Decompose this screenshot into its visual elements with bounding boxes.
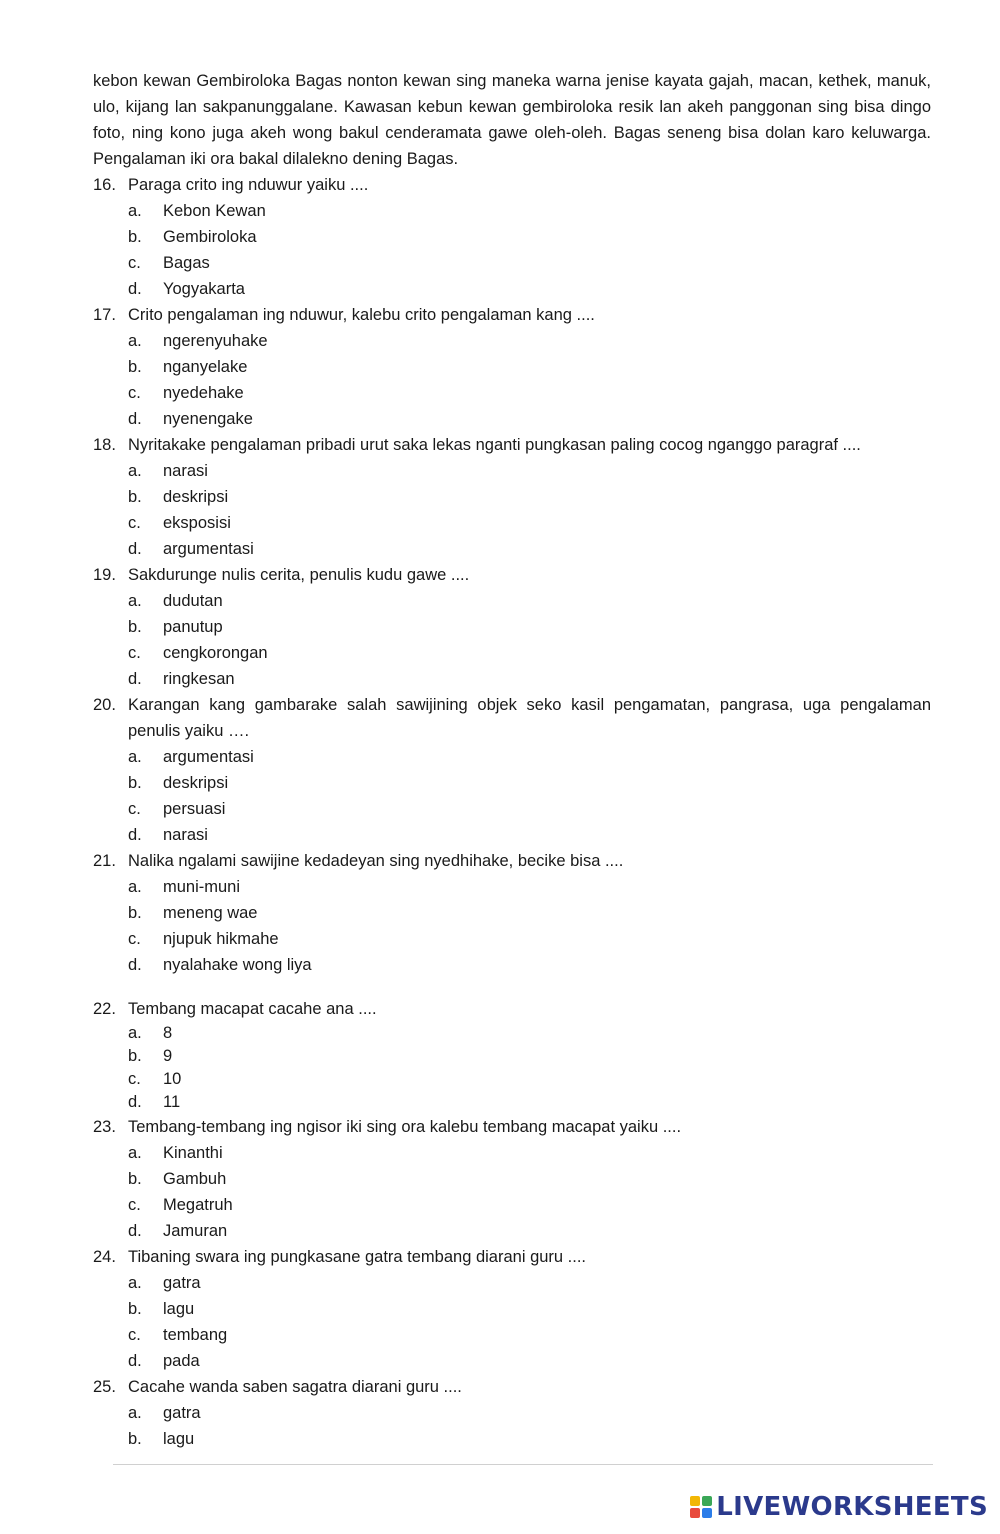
question-number: 21. [93,852,116,870]
question-number: 24. [93,1248,116,1266]
answer-option[interactable] [128,1166,931,1192]
answer-option[interactable] [128,1091,931,1114]
answer-option[interactable] [128,224,931,250]
option-text: lagu [163,1430,195,1448]
option-letter: a. [128,462,142,480]
question-text: Tembang macapat cacahe ana .... [128,1000,377,1018]
option-letter: c. [128,1326,141,1344]
option-text: njupuk hikmahe [163,930,279,948]
option-text: pada [163,1352,200,1370]
answer-options [128,328,931,432]
answer-options [128,198,931,302]
answer-option[interactable] [128,1218,931,1244]
option-letter: c. [128,254,141,272]
option-text: Kebon Kewan [163,202,266,220]
answer-option[interactable] [128,1296,931,1322]
option-letter: b. [128,1430,142,1448]
answer-option[interactable] [128,874,931,900]
question-number: 25. [93,1378,116,1396]
answer-option[interactable] [128,1022,931,1045]
option-text: narasi [163,462,208,480]
answer-option[interactable] [128,276,931,302]
option-letter: c. [128,800,141,818]
question-spacer [93,978,931,996]
intro-paragraph: kebon kewan Gembiroloka Bagas nonton kewan sing maneka warna jenise kayata gajah, macan, kethek, manuk, ulo, kijang lan sakpanunggalane. Kawasan kebun kewan gembiroloka resik lan akeh panggonan sing bisa dingo foto, ning kono juga akeh wong bakul cenderamata gawe oleh-oleh. Bagas seneng bisa dolan karo keluwarga. Pengalaman iki ora bakal dilalekno dening Bagas. [93,72,931,168]
option-text: cengkorongan [163,644,268,662]
option-letter: a. [128,748,142,766]
option-letter: a. [128,1024,142,1042]
question-text: Tibaning swara ing pungkasane gatra tembang diarani guru .... [128,1248,587,1266]
option-letter: d. [128,956,142,974]
answer-options [128,744,931,848]
option-text: Bagas [163,254,210,272]
answer-option[interactable] [128,1192,931,1218]
option-letter: d. [128,826,142,844]
answer-option[interactable] [128,640,931,666]
question-item [93,562,931,692]
option-text: Gembiroloka [163,228,257,246]
option-text: nganyelake [163,358,248,376]
answer-option[interactable] [128,198,931,224]
answer-options [128,1022,931,1114]
option-letter: d. [128,1352,142,1370]
option-text: dudutan [163,592,223,610]
option-text: Gambuh [163,1170,227,1188]
answer-option[interactable] [128,900,931,926]
option-letter: b. [128,618,142,636]
logo-tile-icon [702,1496,712,1506]
option-letter: c. [128,1196,141,1214]
option-letter: d. [128,280,142,298]
answer-option[interactable] [128,380,931,406]
option-text: nyalahake wong liya [163,956,312,974]
question-number: 18. [93,436,116,454]
option-text: nyenengake [163,410,253,428]
option-letter: c. [128,644,141,662]
option-letter: b. [128,904,142,922]
question-text: Crito pengalaman ing nduwur, kalebu crito pengalaman kang .... [128,306,595,324]
answer-option[interactable] [128,1045,931,1068]
option-letter: a. [128,1144,142,1162]
answer-option[interactable] [128,484,931,510]
liveworksheets-logo[interactable] [690,1492,988,1522]
option-letter: d. [128,1222,142,1240]
option-letter: b. [128,774,142,792]
question-text: Cacahe wanda saben sagatra diarani guru .... [128,1378,462,1396]
option-letter: a. [128,332,142,350]
question-text: Sakdurunge nulis cerita, penulis kudu gawe .... [128,566,470,584]
option-text: gatra [163,1274,201,1292]
answer-option[interactable] [128,1348,931,1374]
answer-option[interactable] [128,1400,931,1426]
liveworksheets-logo-text: LIVEWORKSHEETS [716,1492,988,1522]
option-letter: b. [128,358,142,376]
answer-options [128,874,931,978]
option-letter: b. [128,1300,142,1318]
option-text: gatra [163,1404,201,1422]
answer-option[interactable] [128,250,931,276]
option-text: Yogyakarta [163,280,245,298]
option-letter: b. [128,1170,142,1188]
option-text: ngerenyuhake [163,332,268,350]
answer-option[interactable] [128,770,931,796]
option-text: 8 [163,1024,173,1042]
option-text: muni-muni [163,878,241,896]
question-item [93,432,931,562]
option-letter: b. [128,228,142,246]
option-letter: c. [128,930,141,948]
option-letter: c. [128,514,141,532]
question-text: Nyritakake pengalaman pribadi urut saka lekas nganti pungkasan paling cocog nganggo paragraf .... [128,436,861,454]
option-text: Kinanthi [163,1144,223,1162]
option-text: eksposisi [163,514,231,532]
option-letter: d. [128,410,142,428]
question-item [93,692,931,848]
answer-option[interactable] [128,614,931,640]
option-text: 11 [163,1093,181,1111]
question-item [93,996,931,1114]
question-item [93,848,931,978]
answer-option[interactable] [128,666,931,692]
option-text: tembang [163,1326,228,1344]
option-letter: a. [128,1274,142,1292]
answer-options [128,1270,931,1374]
option-letter: a. [128,592,142,610]
answer-options [128,588,931,692]
option-text: deskripsi [163,488,229,506]
question-item [93,1374,931,1452]
answer-option[interactable] [128,822,931,848]
question-item [93,1114,931,1244]
option-text: 9 [163,1047,173,1065]
answer-option[interactable] [128,1426,931,1452]
option-text: narasi [163,826,208,844]
option-letter: a. [128,1404,142,1422]
answer-options [128,1400,931,1452]
option-text: ringkesan [163,670,235,688]
worksheet-page [93,68,931,1452]
option-text: meneng wae [163,904,258,922]
answer-option[interactable] [128,588,931,614]
footer-divider [113,1464,933,1465]
answer-option[interactable] [128,1068,931,1091]
answer-option[interactable] [128,406,931,432]
option-text: argumentasi [163,540,254,558]
option-text: lagu [163,1300,195,1318]
answer-option[interactable] [128,1322,931,1348]
option-letter: d. [128,540,142,558]
question-number: 22. [93,1000,116,1018]
answer-options [128,1140,931,1244]
question-number: 19. [93,566,116,584]
answer-option[interactable] [128,952,931,978]
option-letter: a. [128,202,142,220]
question-text: Tembang-tembang ing ngisor iki sing ora kalebu tembang macapat yaiku .... [128,1118,682,1136]
question-item [93,302,931,432]
option-letter: a. [128,878,142,896]
option-text: 10 [163,1070,182,1088]
liveworksheets-logo-icon [690,1496,712,1518]
answer-option[interactable] [128,458,931,484]
answer-option[interactable] [128,796,931,822]
option-text: nyedehake [163,384,244,402]
question-text: Karangan kang gambarake salah sawijining objek seko kasil pengamatan, pangrasa, uga pengalaman penulis yaiku …. [128,696,931,740]
question-item [93,172,931,302]
question-number: 17. [93,306,116,324]
answer-option[interactable] [128,926,931,952]
answer-option[interactable] [128,1140,931,1166]
answer-option[interactable] [128,328,931,354]
question-number: 20. [93,696,116,714]
option-letter: d. [128,1093,142,1111]
question-list [93,172,931,1452]
question-text: Nalika ngalami sawijine kedadeyan sing nyedhihake, becike bisa .... [128,852,624,870]
option-text: deskripsi [163,774,229,792]
option-letter: b. [128,1047,142,1065]
option-text: persuasi [163,800,226,818]
logo-tile-icon [702,1508,712,1518]
option-text: Megatruh [163,1196,233,1214]
answer-option[interactable] [128,744,931,770]
option-text: Jamuran [163,1222,228,1240]
answer-option[interactable] [128,536,931,562]
question-text: Paraga crito ing nduwur yaiku .... [128,176,369,194]
question-number: 23. [93,1118,116,1136]
answer-option[interactable] [128,354,931,380]
option-letter: d. [128,670,142,688]
option-letter: c. [128,384,141,402]
logo-tile-icon [690,1508,700,1518]
option-text: argumentasi [163,748,254,766]
option-text: panutup [163,618,223,636]
option-letter: c. [128,1070,141,1088]
answer-options [128,458,931,562]
answer-option[interactable] [128,510,931,536]
question-item [93,1244,931,1374]
question-number: 16. [93,176,116,194]
option-letter: b. [128,488,142,506]
logo-tile-icon [690,1496,700,1506]
answer-option[interactable] [128,1270,931,1296]
